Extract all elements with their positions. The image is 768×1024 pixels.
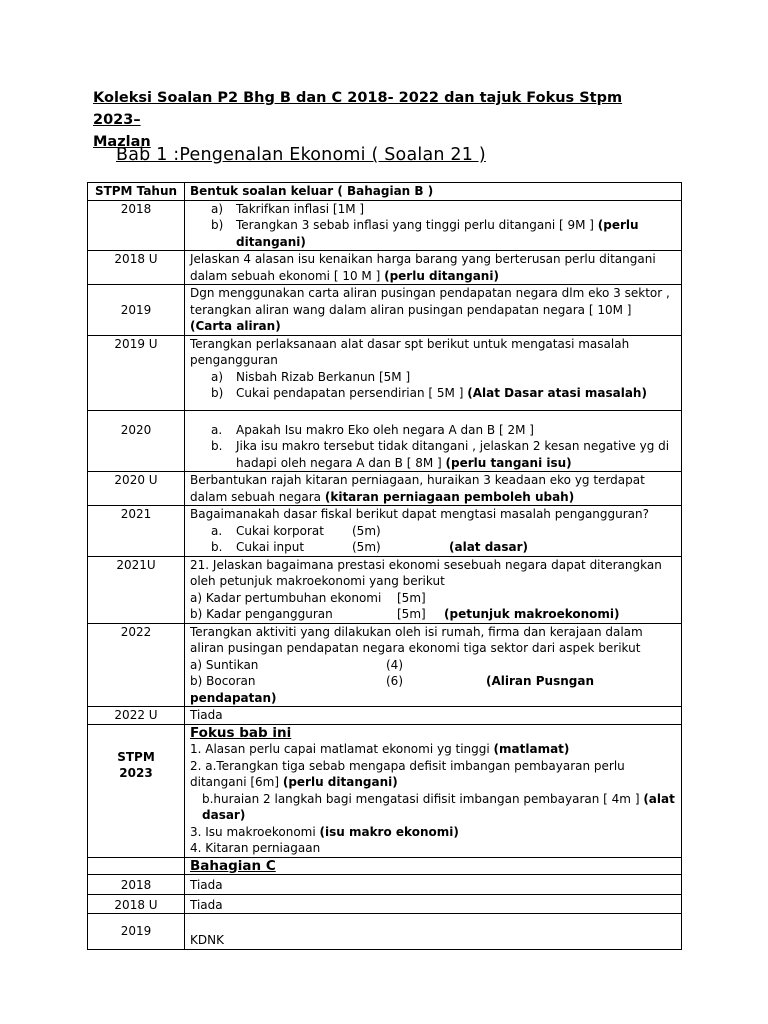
table-row <box>88 200 682 251</box>
year-cell: 2018 <box>88 200 185 251</box>
list-item: 2. a.Terangkan tiga sebab mengapa defisit imbangan pembayaran perlu ditangani [6m] (perlu ditangani) <box>190 758 625 789</box>
col-header-year: STPM Tahun <box>88 183 185 201</box>
table-row <box>88 707 682 725</box>
list-item: a) Kadar pertumbuhan ekonomi [5m] <box>190 590 426 605</box>
section-cell <box>185 857 682 875</box>
document-title <box>93 87 673 153</box>
table-row-fokus <box>88 724 682 857</box>
table-row <box>88 506 682 557</box>
question-cell <box>185 200 682 251</box>
year-cell: 2022 <box>88 623 185 707</box>
table-header-row <box>88 183 682 201</box>
question-cell: Terangkan perlaksanaan alat dasar spt berikut untuk mengatasi masalah pengangguran a) Nisbah Rizab Berkanun [5M ] b) Cukai pendapatan persendirian [ 5M ] (Alat Dasar atasi masalah) <box>185 335 682 410</box>
year-cell: 2021U <box>88 556 185 623</box>
year-cell: 2018 U <box>88 251 185 285</box>
table-row <box>88 335 682 410</box>
year-cell <box>88 857 185 875</box>
year-cell: 2019 <box>88 914 185 950</box>
table-row <box>88 894 682 914</box>
list-item: b) Terangkan 3 sebab inflasi yang tinggi perlu ditangani [ 9M ] (perlu ditangani) <box>211 218 639 249</box>
list-item: b.huraian 2 langkah bagi mengatasi difisit imbangan pembayaran [ 4m ] (alat dasar) <box>202 791 675 822</box>
year-cell: 2019 <box>88 285 185 336</box>
table-row <box>88 251 682 285</box>
title-line-2: Mazlan <box>93 134 151 150</box>
table-row <box>88 623 682 707</box>
question-cell: Terangkan aktiviti yang dilakukan oleh isi rumah, firma dan kerajaan dalam aliran pusingan pendapatan negara ekonomi tiga sektor dari aspek berikut a) Suntikan (4) b) Bocoran (6) (Aliran Pusngan pendapatan) <box>185 623 682 707</box>
year-cell: 2019 U <box>88 335 185 410</box>
question-cell: Tiada <box>185 707 682 725</box>
year-cell: 2020 <box>88 410 185 472</box>
list-item: 3. Isu makroekonomi (isu makro ekonomi) <box>190 824 459 839</box>
year-cell: 2018 U <box>88 894 185 914</box>
question-cell: Berbantukan rajah kitaran perniagaan, huraikan 3 keadaan eko yg terdapat dalam sebuah negara (kitaran perniagaan pemboleh ubah) <box>185 472 682 506</box>
question-cell: Tiada <box>185 894 682 914</box>
fokus-cell <box>185 724 682 857</box>
table-row <box>88 875 682 895</box>
table-row <box>88 472 682 506</box>
list-item: a) Nisbah Rizab Berkanun [5M ] <box>211 369 411 384</box>
chapter-heading: Bab 1 :Pengenalan Ekonomi ( Soalan 21 ) <box>116 145 486 165</box>
list-item: a. Cukai korporat (5m) <box>211 523 381 538</box>
table-row <box>88 914 682 950</box>
section-heading: Bahagian C <box>190 857 276 874</box>
question-cell: Dgn menggunakan carta aliran pusingan pendapatan negara dlm eko 3 sektor , terangkan aliran wang dalam aliran pusingan pendapatan negara [ 10M ] (Carta aliran) <box>185 285 682 336</box>
question-cell: KDNK <box>185 914 682 950</box>
question-cell <box>185 410 682 472</box>
year-cell: STPM 2023 <box>88 724 185 857</box>
table-row-section <box>88 857 682 875</box>
table-row <box>88 410 682 472</box>
question-cell: Bagaimanakah dasar fiskal berikut dapat mengtasi masalah pengangguran? a. Cukai korporat (5m) b. Cukai input (5m) (alat dasar) <box>185 506 682 557</box>
list-item: b. Jika isu makro tersebut tidak ditangani , jelaskan 2 kesan negative yg di hadapi oleh negara A dan B [ 8M ] (perlu tangani isu) <box>211 439 670 470</box>
list-item: b. Cukai input (5m) (alat dasar) <box>211 540 529 554</box>
question-cell: Jelaskan 4 alasan isu kenaikan harga barang yang berterusan perlu ditangani dalam sebuah ekonomi [ 10 M ] (perlu ditangani) <box>185 251 682 285</box>
year-cell: 2022 U <box>88 707 185 725</box>
question-table <box>87 182 682 950</box>
list-item: 4. Kitaran perniagaan <box>190 841 321 855</box>
col-header-question: Bentuk soalan keluar ( Bahagian B ) <box>185 183 682 201</box>
list-item: a. Apakah Isu makro Eko oleh negara A dan B [ 2M ] <box>211 422 534 437</box>
question-cell: Tiada <box>185 875 682 895</box>
question-cell: 21. Jelaskan bagaimana prestasi ekonomi sesebuah negara dapat diterangkan oleh petunjuk makroekonomi yang berikut a) Kadar pertumbuhan ekonomi [5m] b) Kadar pengangguran [5m] (petunjuk makroekonomi) <box>185 556 682 623</box>
list-item: b) Cukai pendapatan persendirian [ 5M ] (Alat Dasar atasi masalah) <box>211 386 647 400</box>
table-row <box>88 285 682 336</box>
list-item: a) Suntikan (4) <box>190 657 403 672</box>
fokus-heading: Fokus bab ini <box>190 724 292 741</box>
year-cell: 2020 U <box>88 472 185 506</box>
list-item: a) Takrifkan inflasi [1M ] <box>211 201 365 216</box>
list-item: b) Kadar pengangguran [5m] (petunjuk makroekonomi) <box>190 607 620 621</box>
list-item: b) Bocoran (6) (Aliran Pusngan pendapatan) <box>190 674 594 705</box>
title-line-1: Koleksi Soalan P2 Bhg B dan C 2018- 2022 dan tajuk Fokus Stpm 2023– <box>93 90 623 128</box>
year-cell: 2018 <box>88 875 185 895</box>
table-row <box>88 556 682 623</box>
year-cell: 2021 <box>88 506 185 557</box>
list-item: 1. Alasan perlu capai matlamat ekonomi yg tinggi (matlamat) <box>190 742 570 756</box>
